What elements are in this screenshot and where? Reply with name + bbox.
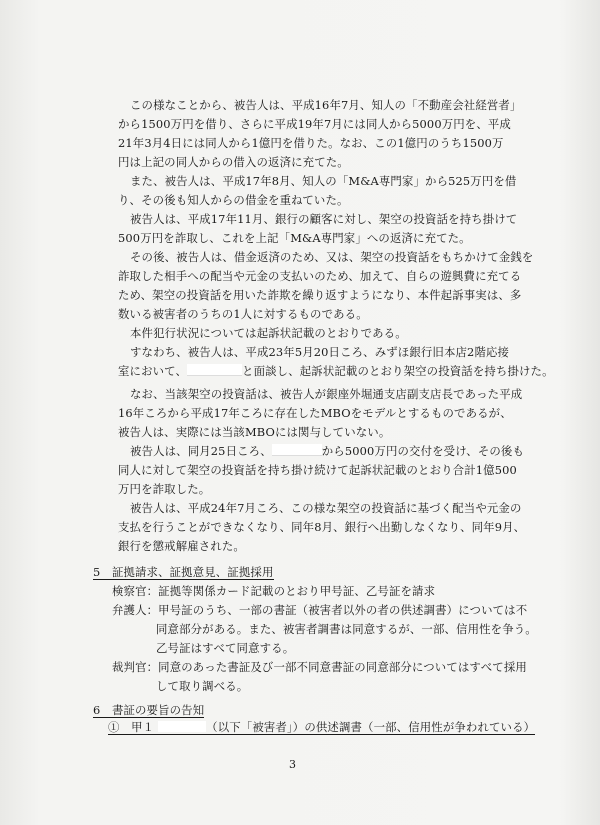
text-line: 被告人は、平成24年7月ころ、この様な架空の投資話に基づく配当や元金の xyxy=(130,501,522,515)
section-6-heading: 6 書証の要旨の告知 xyxy=(93,703,205,717)
redaction-box xyxy=(272,444,322,456)
text-line: から1500万円を借り、さらに平成19年7月には同人から5000万円を、平成 xyxy=(118,117,511,131)
page-number: 3 xyxy=(289,758,296,771)
text-line: 500万円を詐取し、これを上記「M&A専門家」への返済に充てた。 xyxy=(118,231,471,245)
evidence-item: ① 甲１ （以下「被害者」）の供述調書（一部、信用性が争われている） xyxy=(108,720,536,734)
text-line: 16年ころから平成17年ころに存在したMBOをモデルとするものであるが、 xyxy=(118,406,512,420)
text-line: ため、架空の投資話を用いた詐欺を繰り返すようになり、本件起訴事実は、多 xyxy=(118,288,522,302)
text-line: また、被告人は、平成17年8月、知人の「M&A専門家」から525万円を借 xyxy=(130,174,517,188)
text-line: 円は上記の同人からの借入の返済に充てた。 xyxy=(118,155,349,169)
text-line: り、その後も知人からの借金を重ねていた。 xyxy=(118,193,349,207)
prosecutor-line: 検察官：証拠等関係カード記載のとおり甲号証、乙号証を請求 xyxy=(112,584,436,598)
text-line: 被告人は、実際には当該MBOには関与していない。 xyxy=(118,425,391,439)
text-line: 銀行を懲戒解雇された。 xyxy=(118,539,245,553)
text-line: 支払を行うことができなくなり、同年8月、銀行へ出勤しなくなり、同年9月、 xyxy=(118,520,526,534)
defense-line: 乙号証はすべて同意する。 xyxy=(156,641,295,655)
text-line: この様なことから、被告人は、平成16年7月、知人の「不動産会社経営者」 xyxy=(130,98,522,112)
defense-line: 弁護人：甲号証のうち、一部の書証（被害者以外の者の供述調書）については不 xyxy=(112,603,528,617)
redaction-box xyxy=(187,364,242,376)
redaction-box xyxy=(158,721,206,732)
judge-line: 裁判官：同意のあった書証及び一部不同意書証の同意部分についてはすべて採用 xyxy=(112,660,527,674)
text-line: 21年3月4日には同人から1億円を借りた。なお、この1億円のうち1500万 xyxy=(118,136,504,150)
text-line: 同人に対して架空の投資話を持ち掛け続けて起訴状記載のとおり合計1億500 xyxy=(118,463,517,477)
text-line: 詐取した相手への配当や元金の支払いのため、加えて、自らの遊興費に充てる xyxy=(118,269,522,283)
section-5-heading: 5 証拠請求、証拠意見、証拠採用 xyxy=(93,565,274,579)
text-line: 室において、 と面談し、起訴状記載のとおり架空の投資話を持ち掛けた。 xyxy=(118,364,554,378)
text-line: すなわち、被告人は、平成23年5月20日ころ、みずほ銀行旧本店2階応接 xyxy=(130,345,510,359)
text-line: なお、当該架空の投資話は、被告人が銀座外堀通支店副支店長であった平成 xyxy=(130,387,523,401)
text-line: 万円を詐取した。 xyxy=(118,482,211,496)
text-line: 数いる被害者のうちの1人に対するものである。 xyxy=(118,307,368,321)
judge-line: して取り調べる。 xyxy=(156,679,249,693)
text-line: その後、被告人は、借金返済のため、又は、架空の投資話をもちかけて金銭を xyxy=(130,250,534,264)
defense-line: 同意部分がある。また、被害者調書は同意するが、一部、信用性を争う。 xyxy=(156,622,537,636)
text-line: 被告人は、同月25日ころ、 から5000万円の交付を受け、その後も xyxy=(130,444,524,458)
text-line: 被告人は、平成17年11月、銀行の顧客に対し、架空の投資話を持ち掛けて xyxy=(130,212,518,226)
text-line: 本件犯行状況については起訴状記載のとおりである。 xyxy=(130,326,407,340)
